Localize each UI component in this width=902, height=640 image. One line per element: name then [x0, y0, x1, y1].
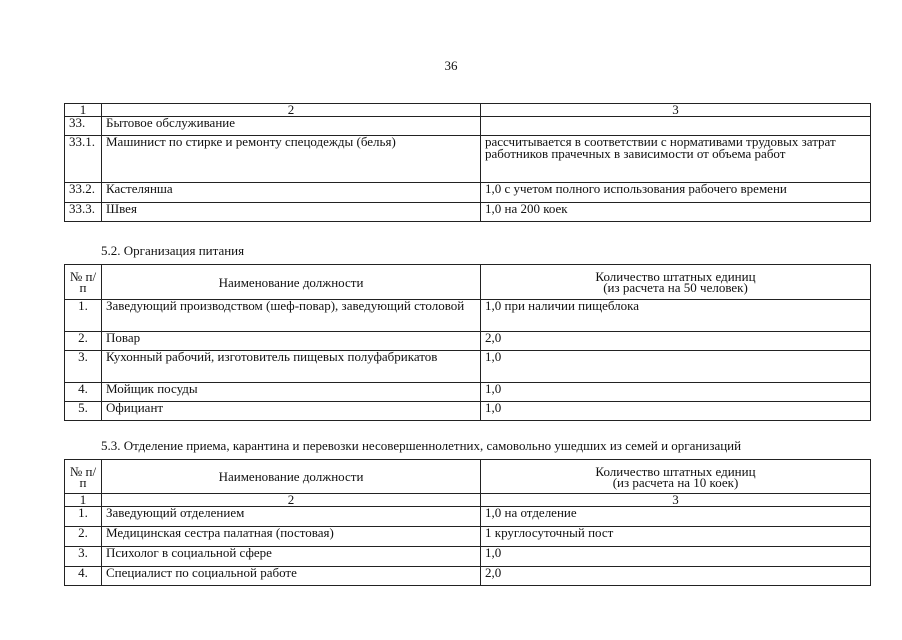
staff-quantity [481, 117, 871, 136]
header-quantity-line1: Количество штатных единиц [595, 269, 756, 284]
position-name: Бытовое обслуживание [102, 117, 481, 136]
table-header-row [65, 265, 871, 300]
staff-quantity: 1,0 на отделение [481, 507, 871, 527]
staff-quantity: 1,0 на 200 коек [481, 203, 871, 222]
staff-quantity: 1,0 [481, 547, 871, 567]
staff-quantity: 1,0 с учетом полного использования рабочего времени [481, 183, 871, 203]
table-row [65, 567, 871, 586]
staff-quantity: 1,0 [481, 383, 871, 402]
row-number: 5. [65, 402, 102, 421]
column-number: 1 [65, 104, 102, 117]
table-row [65, 183, 871, 203]
table-header-row [65, 460, 871, 494]
staff-table-reception-department [64, 459, 871, 586]
position-name: Заведующий отделением [102, 507, 481, 527]
row-number: 3. [65, 351, 102, 383]
position-name: Машинист по стирке и ремонту спецодежды (белья) [102, 136, 481, 183]
position-name: Кухонный рабочий, изготовитель пищевых полуфабрикатов [102, 351, 481, 383]
header-quantity [481, 265, 871, 300]
position-name: Мойщик посуды [102, 383, 481, 402]
staff-quantity: 1 круглосуточный пост [481, 527, 871, 547]
column-number: 3 [481, 104, 871, 117]
header-number: № п/п [65, 265, 102, 300]
position-name: Психолог в социальной сфере [102, 547, 481, 567]
row-number: 2. [65, 332, 102, 351]
section-title-reception-department: 5.3. Отделение приема, карантина и перевозки несовершеннолетних, самовольно ушедших из семей и организаций [101, 438, 742, 453]
position-name: Медицинская сестра палатная (постовая) [102, 527, 481, 547]
position-name: Заведующий производством (шеф-повар), заведующий столовой [102, 300, 481, 332]
row-number: 33. [65, 117, 102, 136]
staff-quantity: рассчитывается в соответствии с нормативами трудовых затрат работников прачечных в зависимости от объема работ [481, 136, 871, 183]
row-number: 4. [65, 567, 102, 586]
table-row [65, 527, 871, 547]
row-number: 1. [65, 300, 102, 332]
row-number: 33.3. [65, 203, 102, 222]
column-number: 3 [481, 494, 871, 507]
position-name: Кастелянша [102, 183, 481, 203]
page-number: 36 [444, 58, 458, 73]
table-row [65, 300, 871, 332]
table-row [65, 402, 871, 421]
table-row [65, 351, 871, 383]
position-name: Повар [102, 332, 481, 351]
staff-table-catering [64, 264, 871, 421]
header-quantity-line2: (из расчета на 10 коек) [612, 474, 739, 490]
staff-quantity: 2,0 [481, 567, 871, 586]
header-position: Наименование должности [102, 460, 481, 494]
position-name: Швея [102, 203, 481, 222]
header-quantity-line1: Количество штатных единиц [595, 463, 756, 479]
header-quantity [481, 460, 871, 494]
staff-quantity: 1,0 [481, 351, 871, 383]
table-row [65, 383, 871, 402]
table-row [65, 203, 871, 222]
staff-quantity: 1,0 [481, 402, 871, 421]
column-number: 1 [65, 494, 102, 507]
position-name: Официант [102, 402, 481, 421]
table-row [65, 136, 871, 183]
position-name: Специалист по социальной работе [102, 567, 481, 586]
table-row [65, 547, 871, 567]
section-title-catering: 5.2. Организация питания [101, 243, 245, 258]
table-row [65, 332, 871, 351]
row-number: 4. [65, 383, 102, 402]
row-number: 1. [65, 507, 102, 527]
table-row [65, 117, 871, 136]
table-row [65, 507, 871, 527]
staff-quantity: 1,0 при наличии пищеблока [481, 300, 871, 332]
row-number: 3. [65, 547, 102, 567]
header-quantity-line2: (из расчета на 50 человек) [603, 280, 748, 295]
row-number: 33.1. [65, 136, 102, 183]
column-number: 2 [102, 104, 481, 117]
header-number: № п/п [65, 460, 102, 494]
column-number: 2 [102, 494, 481, 507]
staff-quantity: 2,0 [481, 332, 871, 351]
row-number: 2. [65, 527, 102, 547]
header-position: Наименование должности [102, 265, 481, 300]
row-number: 33.2. [65, 183, 102, 203]
staff-table-consumer-services [64, 103, 871, 222]
